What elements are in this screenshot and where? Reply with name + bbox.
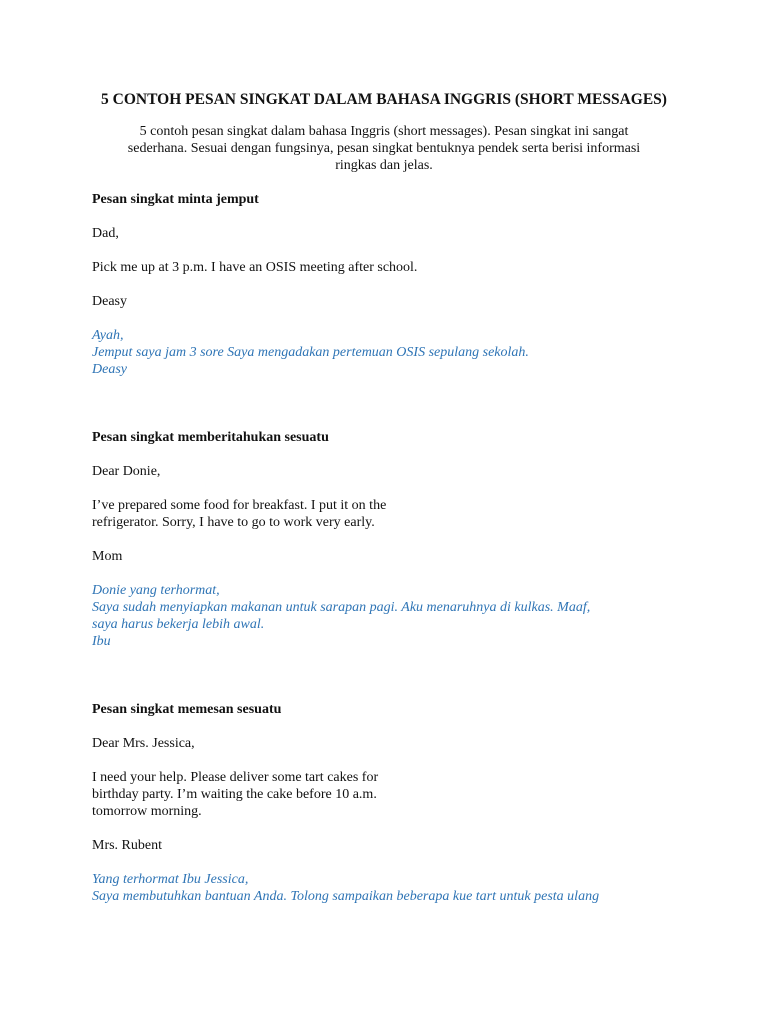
message-body	[92, 769, 676, 820]
translation-line: Deasy	[92, 362, 127, 377]
translation-line: Saya sudah menyiapkan makanan untuk sarapan pagi. Aku menaruhnya di kulkas. Maaf,	[92, 600, 591, 615]
message-signature: Mrs. Rubent	[92, 838, 162, 853]
message-greeting: Dear Donie,	[92, 464, 161, 479]
intro-paragraph	[92, 123, 676, 174]
message-signature: Mom	[92, 549, 123, 564]
message-translation	[92, 871, 676, 905]
message-body	[92, 259, 676, 276]
section-spacer	[92, 667, 676, 701]
translation-line: Donie yang terhormat,	[92, 583, 220, 598]
section-heading: Pesan singkat minta jemput	[92, 192, 259, 207]
message-body-line: Pick me up at 3 p.m. I have an OSIS meeting after school.	[92, 260, 418, 275]
message-greeting: Dear Mrs. Jessica,	[92, 736, 195, 751]
translation-line: Saya membutuhkan bantuan Anda. Tolong sampaikan beberapa kue tart untuk pesta ulang	[92, 889, 600, 904]
section-heading: Pesan singkat memesan sesuatu	[92, 702, 282, 717]
intro-line: 5 contoh pesan singkat dalam bahasa Inggris (short messages). Pesan singkat ini sangat	[139, 124, 629, 139]
translation-line: saya harus bekerja lebih awal.	[92, 617, 265, 632]
document-title: 5 CONTOH PESAN SINGKAT DALAM BAHASA INGGRIS (SHORT MESSAGES)	[101, 91, 667, 108]
message-body-line: I’ve prepared some food for breakfast. I put it on the	[92, 498, 387, 513]
intro-line: ringkas dan jelas.	[335, 158, 433, 173]
section-memberitahukan	[92, 429, 676, 650]
message-signature: Deasy	[92, 294, 127, 309]
message-body-line: I need your help. Please deliver some tart cakes for	[92, 770, 379, 785]
translation-line: Jemput saya jam 3 sore Saya mengadakan pertemuan OSIS sepulang sekolah.	[92, 345, 529, 360]
section-heading: Pesan singkat memberitahukan sesuatu	[92, 430, 329, 445]
message-translation	[92, 327, 676, 378]
message-greeting: Dad,	[92, 226, 119, 241]
translation-line: Ibu	[92, 634, 111, 649]
document-page	[92, 90, 676, 922]
section-spacer	[92, 395, 676, 429]
message-body-line: tomorrow morning.	[92, 804, 202, 819]
translation-line: Ayah,	[92, 328, 124, 343]
intro-line: sederhana. Sesuai dengan fungsinya, pesan singkat bentuknya pendek serta berisi informasi	[127, 141, 641, 156]
message-body-line: refrigerator. Sorry, I have to go to work very early.	[92, 515, 375, 530]
section-minta-jemput	[92, 191, 676, 378]
message-translation	[92, 582, 676, 650]
message-body	[92, 497, 676, 531]
translation-line: Yang terhormat Ibu Jessica,	[92, 872, 249, 887]
message-body-line: birthday party. I’m waiting the cake before 10 a.m.	[92, 787, 377, 802]
section-memesan	[92, 701, 676, 905]
